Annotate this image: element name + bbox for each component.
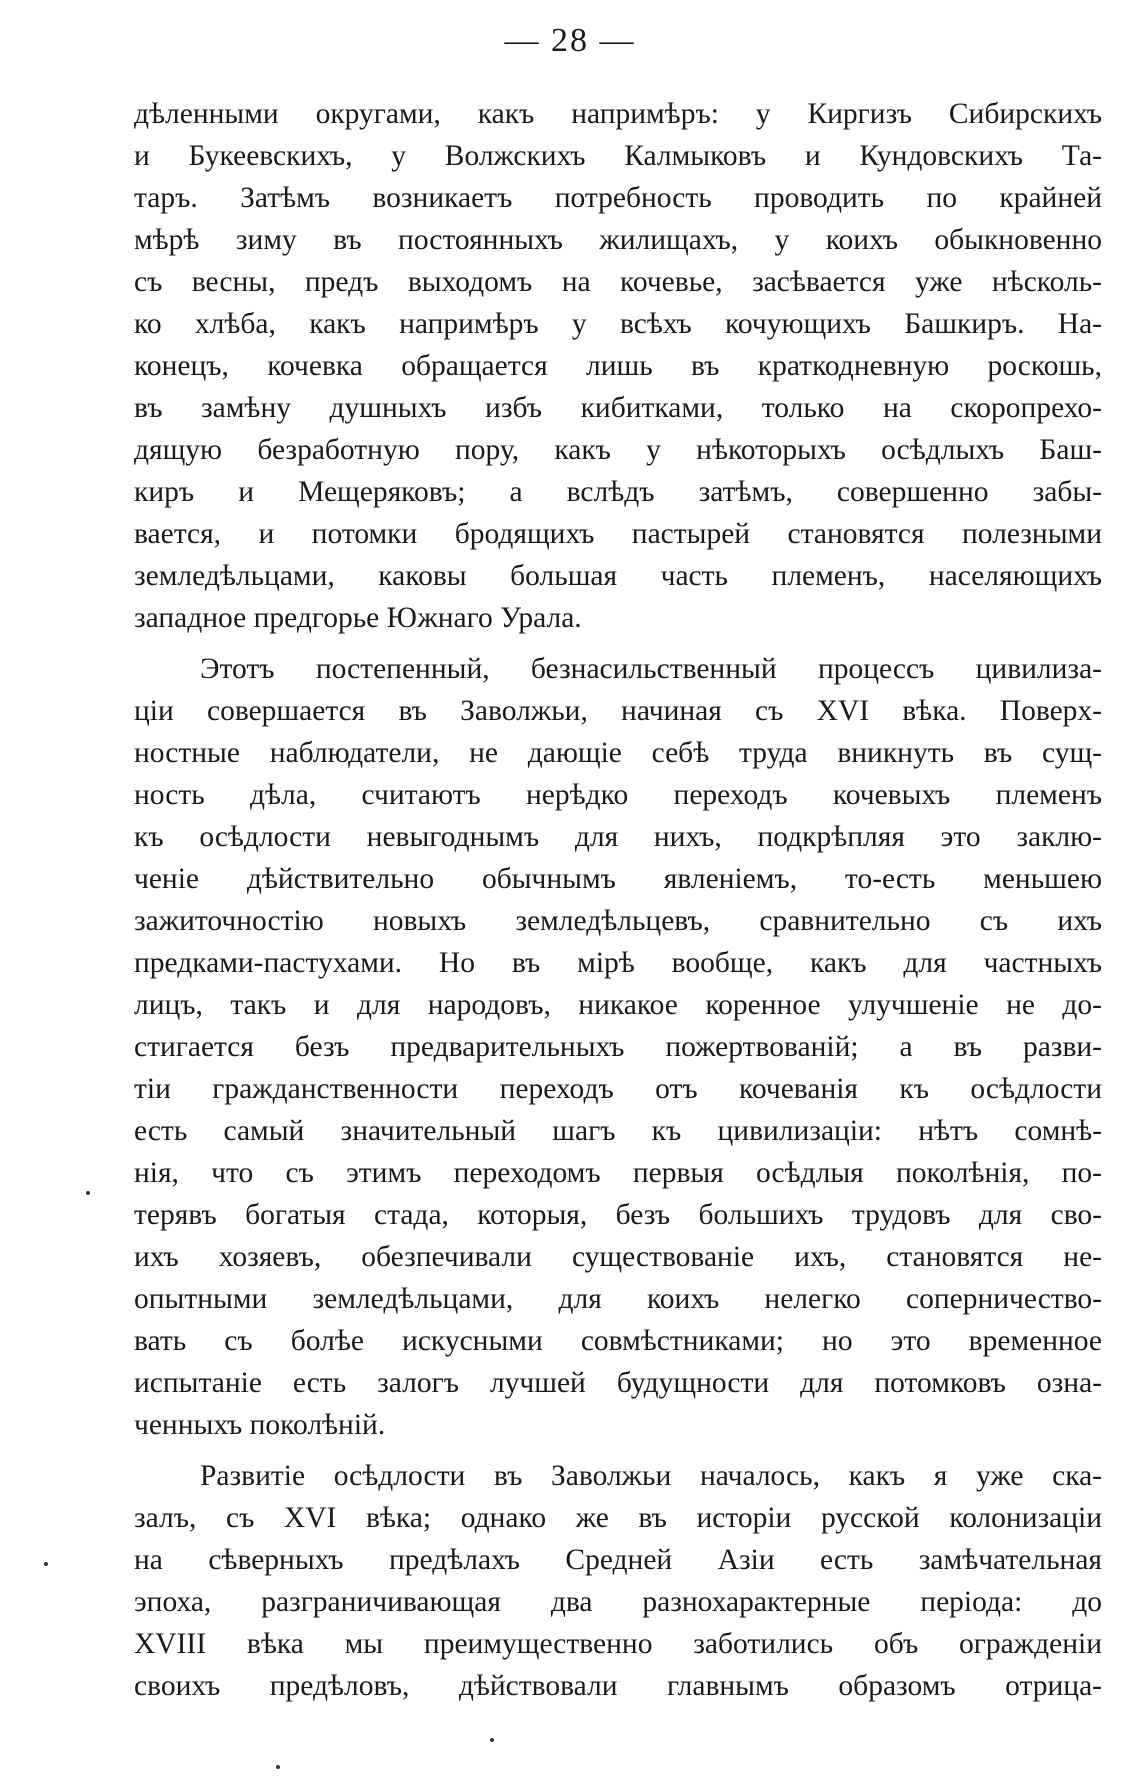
text-line: и Букеевскихъ, у Волжскихъ Калмыковъ и Кундовскихъ Та- [134, 140, 1102, 172]
page-number: — 28 — [504, 22, 636, 59]
text-line: вать съ болѣе искусными совмѣстниками; но это временное [134, 1325, 1102, 1357]
paragraph-2 [134, 648, 1102, 1446]
text-line: ностные наблюдатели, не дающіе себѣ труда вникнуть въ сущ- [134, 737, 1102, 769]
text-line: Этотъ постепенный, безнасильственный процессъ цивилиза- [200, 653, 1102, 685]
text-line: къ осѣдлости невыгоднымъ для нихъ, подкрѣпляя это заклю- [134, 821, 1102, 853]
print-speck [44, 1562, 48, 1566]
text-line: XVIII вѣка мы преимущественно заботились объ огражденіи [134, 1628, 1102, 1660]
text-line: съ весны, предъ выходомъ на кочевье, засѣвается уже нѣсколь- [134, 266, 1102, 298]
text-line: опытными земледѣльцами, для коихъ нелегко соперничество- [134, 1283, 1102, 1315]
text-line: дящую безработную пору, какъ у нѣкоторыхъ осѣдлыхъ Баш- [134, 434, 1102, 466]
print-speck [490, 1738, 494, 1742]
text-line: эпоха, разграничивающая два разнохарактерные періода: до [134, 1586, 1102, 1618]
text-line: вается, и потомки бродящихъ пастырей становятся полезными [134, 518, 1102, 550]
text-line: ченныхъ поколѣній. [134, 1409, 386, 1441]
text-line: залъ, съ XVI вѣка; однако же въ исторіи русской колонизаціи [134, 1502, 1102, 1534]
print-speck [86, 1191, 90, 1195]
text-line: дѣленными округами, какъ напримѣръ: у Киргизъ Сибирскихъ [134, 98, 1102, 130]
text-line: мѣрѣ зиму въ постоянныхъ жилищахъ, у коихъ обыкновенно [134, 224, 1102, 256]
text-line: конецъ, кочевка обращается лишь въ краткодневную роскошь, [134, 350, 1102, 382]
text-line: ихъ хозяевъ, обезпечивали существованіе ихъ, становятся не- [134, 1241, 1102, 1273]
text-line: ко хлѣба, какъ напримѣръ у всѣхъ кочующихъ Башкиръ. На- [134, 308, 1102, 340]
text-line: ціи совершается въ Заволжьи, начиная съ XVI вѣка. Поверх- [134, 695, 1102, 727]
text-line: стигается безъ предварительныхъ пожертвованій; а въ разви- [134, 1031, 1102, 1063]
text-line: въ замѣну душныхъ избъ кибитками, только на скоропрехо- [134, 392, 1102, 424]
text-line: испытаніе есть залогъ лучшей будущности для потомковъ озна- [134, 1367, 1102, 1399]
paragraph-gap [134, 639, 1102, 648]
text-line: есть самый значительный шагъ къ цивилизаціи: нѣтъ сомнѣ- [134, 1115, 1102, 1147]
paragraph-gap [134, 1446, 1102, 1455]
text-line: тіи гражданственности переходъ отъ кочеванія къ осѣдлости [134, 1073, 1102, 1105]
text-line: киръ и Мещеряковъ; а вслѣдъ затѣмъ, совершенно забы- [134, 476, 1102, 508]
text-line: земледѣльцами, каковы большая часть племенъ, населяющихъ [134, 560, 1102, 592]
text-line: ность дѣла, считаютъ нерѣдко переходъ кочевыхъ племенъ [134, 779, 1102, 811]
print-speck [276, 1765, 280, 1769]
paragraph-1 [134, 93, 1102, 639]
paragraph-3 [134, 1455, 1102, 1707]
text-line: зажиточностію новыхъ земледѣльцевъ, сравнительно съ ихъ [134, 905, 1102, 937]
text-line: Развитіе осѣдлости въ Заволжьи началось, какъ я уже ска- [200, 1460, 1102, 1492]
text-line: западное предгорье Южнаго Урала. [134, 602, 582, 634]
body-text [134, 93, 1102, 1707]
text-line: своихъ предѣловъ, дѣйствовали главнымъ образомъ отрица- [134, 1670, 1102, 1702]
text-line: нія, что съ этимъ переходомъ первыя осѣдлыя поколѣнія, по- [134, 1157, 1102, 1189]
text-line: терявъ богатыя стада, которыя, безъ большихъ трудовъ для сво- [134, 1199, 1102, 1231]
text-line: ченіе дѣйствительно обычнымъ явленіемъ, то-есть меньшею [134, 863, 1102, 895]
text-line: предками-пастухами. Но въ мірѣ вообще, какъ для частныхъ [134, 947, 1102, 979]
text-line: лицъ, такъ и для народовъ, никакое коренное улучшеніе не до- [134, 989, 1102, 1021]
text-line: на сѣверныхъ предѣлахъ Средней Азіи есть замѣчательная [134, 1544, 1102, 1576]
text-line: таръ. Затѣмъ возникаетъ потребность проводить по крайней [134, 182, 1102, 214]
